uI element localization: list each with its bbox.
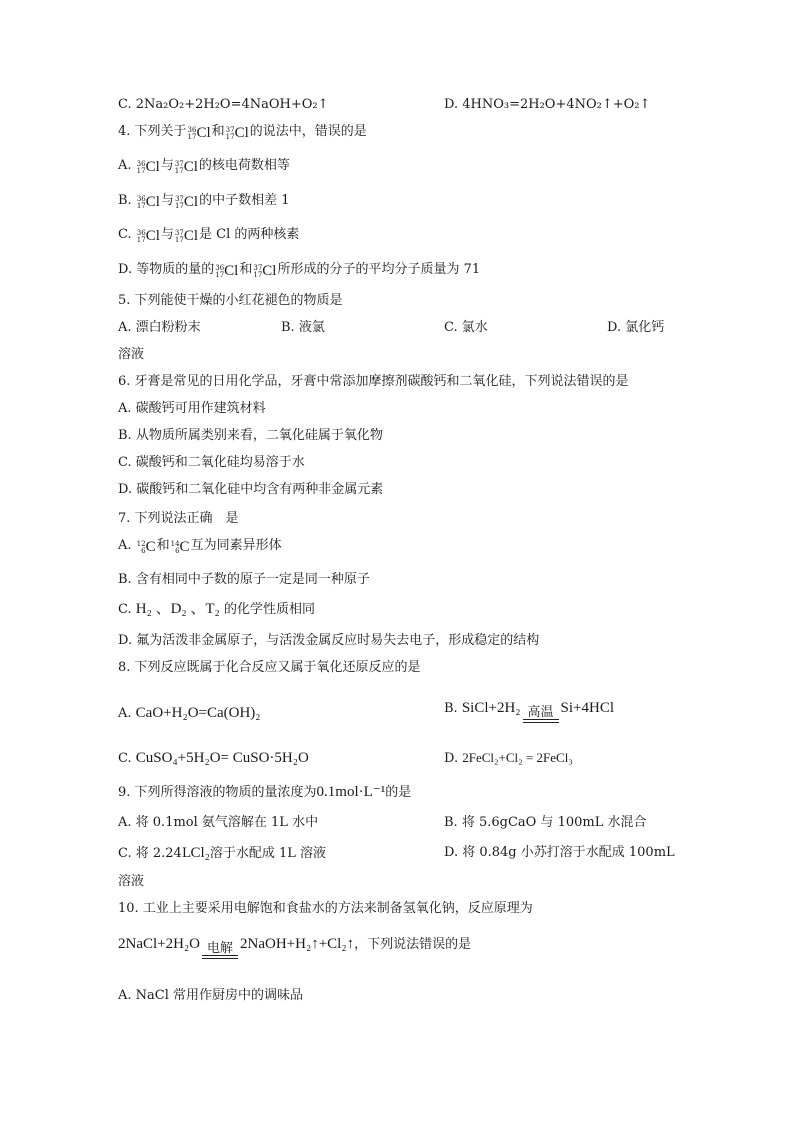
q10-option-a[interactable]: A. NaCl 常用作厨房中的调味品 bbox=[118, 988, 304, 1003]
q8-b-left: SiCl+2H₂ bbox=[461, 700, 521, 716]
q10-eq-right: 2NaOH+H₂↑+Cl₂↑ bbox=[240, 936, 355, 952]
q9-option-b[interactable]: B. 将 5.6gCaO 与 100mL 水混合 bbox=[444, 815, 647, 830]
q8-c-equation: CuSO₄+5H₂O= CuSO·5H₂O bbox=[135, 750, 309, 766]
q10-stem: 10. 工业上主要采用电解饱和食盐水的方法来制备氢氧化钠，反应原理为 bbox=[118, 901, 533, 916]
chlorine-formula: Cl₂ bbox=[190, 845, 210, 861]
q5-option-a[interactable]: A. 漂白粉粉末 bbox=[118, 320, 201, 335]
q9-stem: 9. 下列所得溶液的物质的量浓度为0.1mol·L⁻¹的是 bbox=[118, 784, 412, 800]
q7-option-b[interactable]: B. 含有相同中子数的原子一定是同一种原子 bbox=[118, 572, 370, 587]
q5-stem: 5. 下列能使干燥的小红花褪色的物质是 bbox=[118, 293, 343, 308]
q7-option-a[interactable]: A. 12 6 C和 14 6 C互为同素异形体 bbox=[118, 538, 282, 555]
q7-option-c[interactable]: C. H₂ 、D₂ 、T₂ 的化学性质相同 bbox=[118, 601, 315, 617]
q4-stem: 4. 下列关于 36 17 Cl和 37 17 Cl的说法中，错误的是 bbox=[118, 124, 367, 141]
q4-option-c[interactable]: C. 36 17 Cl与 37 17 Cl是 Cl 的两种核素 bbox=[118, 227, 300, 244]
q6-stem: 6. 牙膏是常见的日用化学品，牙膏中常添加摩擦剂碳酸钙和二氧化硅，下列说法错误的是 bbox=[118, 374, 629, 389]
q7-stem: 7. 下列说法正确 是 bbox=[118, 511, 239, 526]
q4-option-a[interactable]: A. 36 17 Cl与 37 17 Cl的核电荷数相等 bbox=[118, 158, 290, 175]
q6-option-d[interactable]: D. 碳酸钙和二氧化硅中均含有两种非金属元素 bbox=[118, 482, 384, 497]
q5-option-b[interactable]: B. 液氯 bbox=[281, 320, 325, 335]
q10-eq-post: ，下列说法错误的是 bbox=[354, 937, 472, 952]
cl36-isotope: 36 17 Cl bbox=[187, 125, 211, 141]
q10-equation bbox=[118, 936, 471, 959]
q9-option-d-wrap: 溶液 bbox=[118, 874, 145, 889]
c12-isotope: 12 6 C bbox=[136, 539, 156, 555]
q8-a-equation: CaO+H₂O=Ca(OH)₂ bbox=[135, 705, 261, 721]
q3-option-c[interactable]: C. 2Na₂O₂+2H₂O=4NaOH+O₂↑ bbox=[118, 97, 329, 112]
electrolysis-arrow: 电解 bbox=[202, 942, 238, 959]
q8-b-right: Si+4HCl bbox=[560, 700, 615, 716]
q4-option-b[interactable]: B. 36 17 Cl与 37 17 Cl的中子数相差 1 bbox=[118, 193, 290, 210]
c14-isotope: 14 6 C bbox=[170, 539, 190, 555]
q6-option-c[interactable]: C. 碳酸钙和二氧化硅均易溶于水 bbox=[118, 455, 305, 470]
q5-option-c[interactable]: C. 氯水 bbox=[444, 320, 488, 335]
q4-option-d[interactable]: D. 等物质的量的 36 17 Cl和 37 17 Cl所形成的分子的平均分子质量为 71 bbox=[118, 262, 481, 279]
hydrogen-isotopes-formula: H₂ 、D₂ 、T₂ bbox=[135, 601, 220, 617]
q9-option-c[interactable]: C. 将 2.24LCl₂溶于水配成 1L 溶液 bbox=[118, 845, 327, 861]
q9-option-d[interactable]: D. 将 0.84g 小苏打溶于水配成 100mL bbox=[444, 845, 675, 860]
q9-option-a[interactable]: A. 将 0.1mol 氨气溶解在 1L 水中 bbox=[118, 815, 319, 830]
q8-option-d[interactable]: D. 2FeCl₂+Cl₂ = 2FeCl₃ bbox=[444, 750, 573, 766]
q6-option-b[interactable]: B. 从物质所属类别来看，二氧化硅属于氧化物 bbox=[118, 428, 383, 443]
q4-stem-pre: 4. 下列关于 bbox=[118, 124, 187, 139]
q5-option-d[interactable]: D. 氯化钙 bbox=[607, 320, 665, 335]
q8-d-equation: 2FeCl₂+Cl₂ = 2FeCl₃ bbox=[462, 750, 573, 765]
q8-stem: 8. 下列反应既属于化合反应又属于氧化还原反应的是 bbox=[118, 660, 421, 675]
q5-option-d-wrap: 溶液 bbox=[118, 347, 145, 362]
q7-option-d[interactable]: D. 氟为活泼非金属原子，与活泼金属反应时易失去电子，形成稳定的结构 bbox=[118, 633, 540, 648]
q10-eq-left: 2NaCl+2H₂O bbox=[118, 936, 201, 952]
cl37-isotope: 37 17 Cl bbox=[225, 125, 249, 141]
q8-option-a[interactable]: A. CaO+H₂O=Ca(OH)₂ bbox=[118, 705, 261, 721]
reaction-arrow-condition: 高温 bbox=[523, 706, 559, 723]
q8-option-c[interactable]: C. CuSO₄+5H₂O= CuSO·5H₂O bbox=[118, 750, 309, 766]
q8-option-b[interactable]: B. SiCl+2H₂ 高温 Si+4HCl bbox=[444, 700, 614, 723]
concentration-value: 0.1mol·L⁻¹ bbox=[316, 784, 386, 800]
q6-option-a[interactable]: A. 碳酸钙可用作建筑材料 bbox=[118, 401, 266, 416]
q3-option-d[interactable]: D. 4HNO₃=2H₂O+4NO₂↑+O₂↑ bbox=[444, 97, 651, 112]
